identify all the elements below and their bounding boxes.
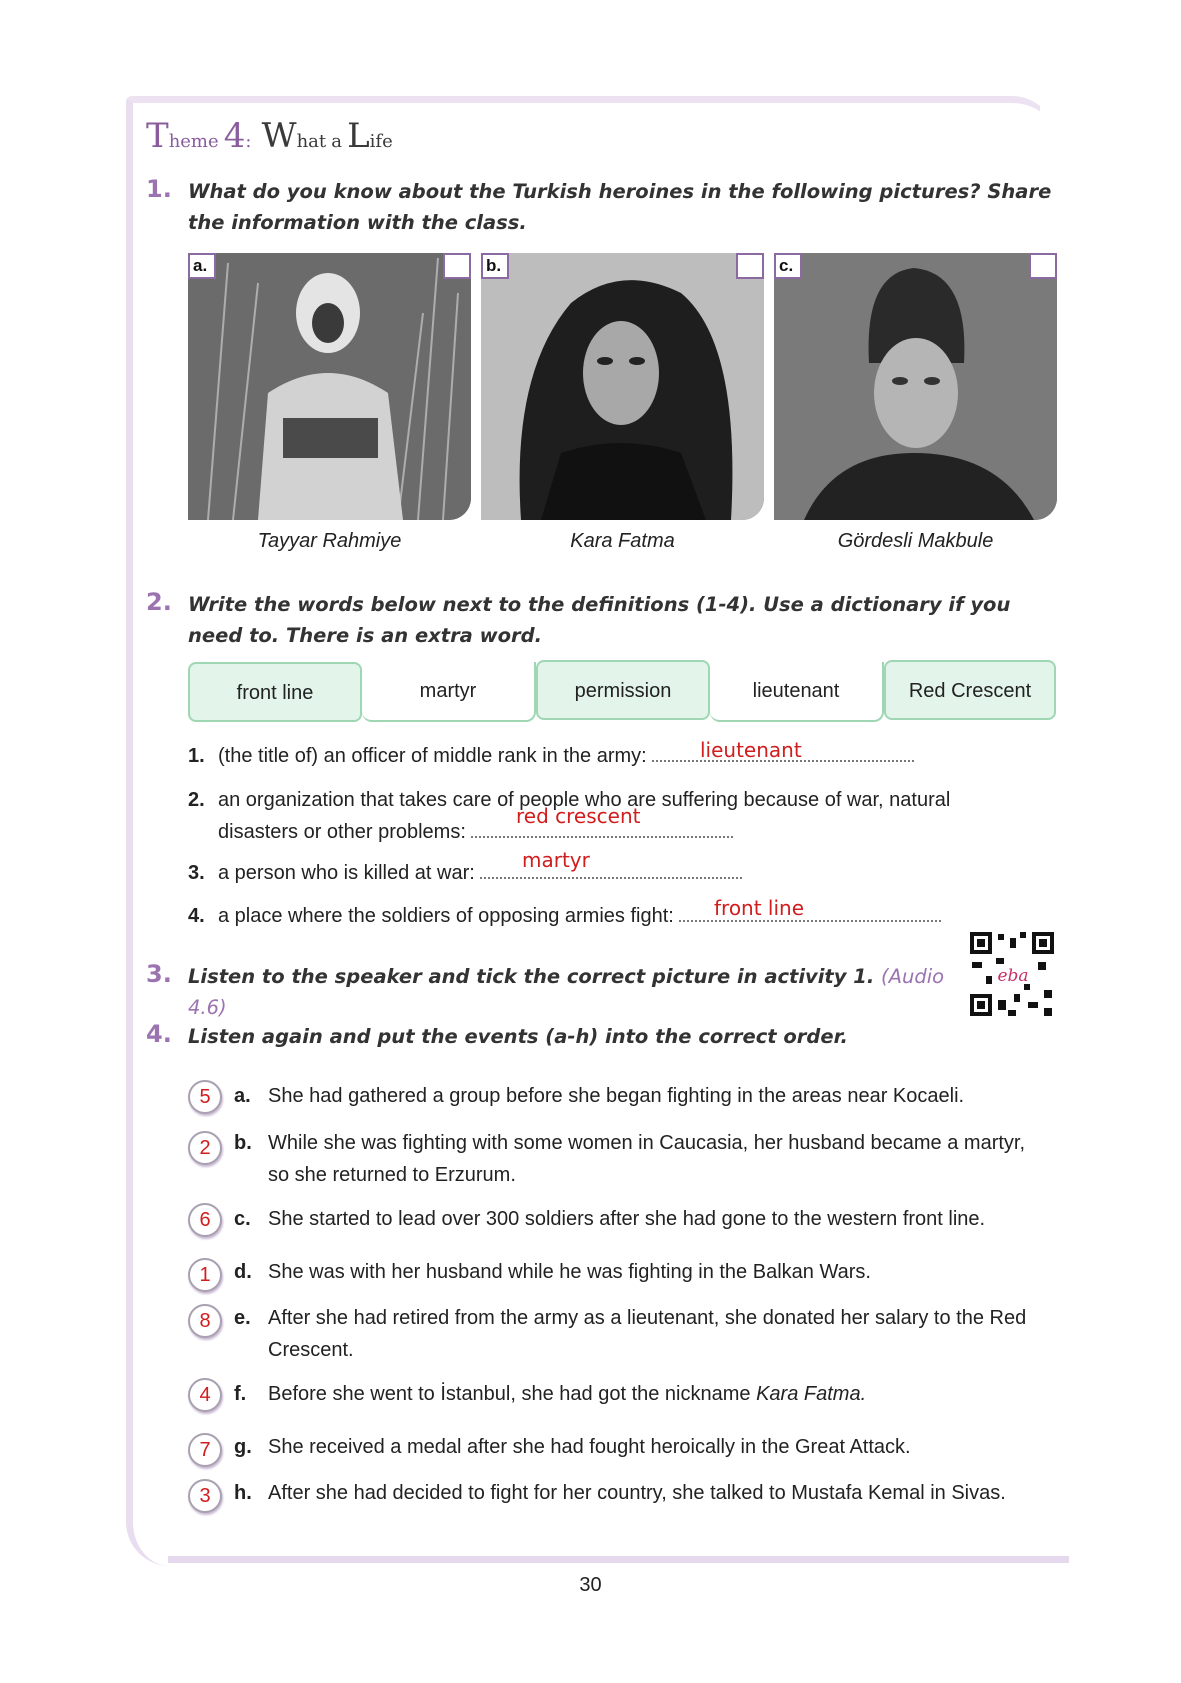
question-1-text: What do you know about the Turkish heroines in the following pictures? Share the information with the class. [188, 180, 1052, 234]
word-box-permission: permission [536, 660, 710, 720]
photo-tayyar-rahmiye [188, 253, 471, 520]
photo-c-image [774, 253, 1057, 520]
theme-subtitle-word: hat [296, 131, 327, 152]
question-3-text [188, 961, 968, 1023]
frame-bottom-border [168, 1556, 1069, 1563]
event-letter: e. [234, 1307, 251, 1329]
definition-1 [188, 740, 914, 772]
definition-text: a person who is killed at war: [218, 862, 475, 884]
definition-text: disasters or other problems: [218, 821, 466, 843]
qr-code-icon[interactable] [968, 930, 1056, 1018]
definition-4 [188, 900, 941, 932]
photo-a-tick-box[interactable] [443, 253, 471, 279]
definition-number: 2. [188, 789, 205, 811]
order-circle[interactable]: 4 [188, 1378, 222, 1412]
theme-colon: : [245, 131, 252, 152]
event-text-nickname: Kara Fatma. [756, 1383, 867, 1405]
word-box-front-line: front line [188, 662, 362, 722]
definition-number: 4. [188, 905, 205, 927]
event-text [268, 1378, 1048, 1410]
question-3-number: 3. [146, 960, 172, 988]
word-box-martyr: martyr [362, 662, 536, 722]
question-3-instruction: Listen to the speaker and tick the correct picture in activity 1. [188, 965, 875, 988]
event-item-h [188, 1477, 1048, 1541]
photo-a-caption: Tayyar Rahmiye [257, 530, 402, 552]
event-letter: c. [234, 1208, 251, 1230]
event-text: After she had retired from the army as a lieutenant, she donated her salary to the Red Crescent. [268, 1307, 1027, 1361]
frame-corner [1040, 96, 1080, 156]
theme-subtitle-word: a [331, 131, 342, 152]
answer-4: front line [714, 896, 805, 920]
theme-title [146, 116, 393, 156]
order-circle[interactable]: 1 [188, 1258, 222, 1292]
event-text: She received a medal after she had fought heroically in the Great Attack. [268, 1436, 911, 1458]
definition-text: (the title of) an officer of middle rank in the army: [218, 745, 647, 767]
event-item-c [188, 1203, 1048, 1239]
event-item-b [188, 1127, 1048, 1191]
event-letter: f. [234, 1383, 247, 1405]
order-circle[interactable]: 6 [188, 1203, 222, 1237]
event-text: She was with her husband while he was fighting in the Balkan Wars. [268, 1261, 871, 1283]
photo-b-image [481, 253, 764, 520]
event-text: She had gathered a group before she began fighting in the areas near Kocaeli. [268, 1085, 965, 1107]
answer-1: lieutenant [700, 738, 802, 762]
event-letter: a. [234, 1085, 251, 1107]
qr-code-label: eba [997, 966, 1029, 986]
photo-b-caption: Kara Fatma [570, 530, 675, 552]
order-circle[interactable]: 3 [188, 1479, 222, 1513]
definition-number: 3. [188, 862, 205, 884]
event-letter: h. [234, 1482, 252, 1504]
event-letter: g. [234, 1436, 252, 1458]
photo-c-caption: Gördesli Makbule [837, 530, 994, 552]
word-box-lieutenant: lieutenant [710, 662, 884, 722]
event-item-d [188, 1256, 1048, 1292]
order-circle[interactable]: 7 [188, 1433, 222, 1467]
theme-number: 4 [223, 116, 246, 156]
answer-3: martyr [522, 848, 590, 872]
photo-a-image [188, 253, 471, 520]
event-text: While she was fighting with some women in Caucasia, her husband became a martyr, so she returned to Erzurum. [268, 1132, 1026, 1186]
question-4-number: 4. [146, 1020, 172, 1048]
event-item-a [188, 1080, 1048, 1116]
photo-kara-fatma [481, 253, 764, 520]
theme-subtitle-letter: L [347, 116, 370, 156]
question-2-number: 2. [146, 588, 172, 616]
theme-subtitle-word: ife [369, 131, 393, 152]
word-box-red-crescent: Red Crescent [884, 660, 1056, 720]
order-circle[interactable]: 2 [188, 1131, 222, 1165]
theme-title-word: heme [168, 131, 219, 152]
definition-text: an organization that takes care of people who are suffering because of war, natural [218, 789, 951, 811]
event-text: After she had decided to fight for her country, she talked to Mustafa Kemal in Sivas. [268, 1482, 1006, 1504]
event-text-main: Before she went to İstanbul, she had got the nickname [268, 1383, 757, 1405]
photo-c-label: c. [774, 253, 802, 279]
event-item-e [188, 1302, 1048, 1366]
question-4-text: Listen again and put the events (a-h) into the correct order. [188, 1025, 848, 1048]
event-letter: d. [234, 1261, 252, 1283]
theme-subtitle-letter: W [261, 116, 297, 156]
answer-line[interactable] [480, 865, 742, 879]
order-circle[interactable]: 8 [188, 1304, 222, 1338]
definition-text: a place where the soldiers of opposing armies fight: [218, 905, 674, 927]
order-circle[interactable]: 5 [188, 1080, 222, 1114]
photo-c-tick-box[interactable] [1029, 253, 1057, 279]
event-letter: b. [234, 1132, 252, 1154]
question-2-text: Write the words below next to the definitions (1-4). Use a dictionary if you need to. There is an extra word. [188, 593, 1011, 647]
event-text: She started to lead over 300 soldiers after she had gone to the western front line. [268, 1208, 986, 1230]
event-item-g [188, 1431, 1048, 1467]
question-1-number: 1. [146, 175, 172, 203]
page-number: 30 [579, 1574, 602, 1596]
photo-gordesli-makbule [774, 253, 1057, 520]
theme-title-letter: T [146, 116, 169, 156]
photo-b-label: b. [481, 253, 509, 279]
answer-2: red crescent [516, 804, 641, 828]
definition-3 [188, 857, 742, 889]
definition-number: 1. [188, 745, 205, 767]
audio-reference[interactable]: (Audio 4.6) [188, 965, 945, 1019]
event-item-f [188, 1378, 1048, 1414]
photo-a-label: a. [188, 253, 216, 279]
photo-b-tick-box[interactable] [736, 253, 764, 279]
